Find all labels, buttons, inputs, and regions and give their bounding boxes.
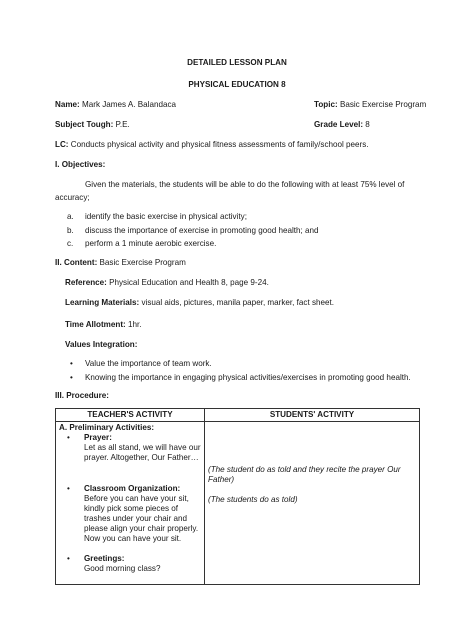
organization-line: Before you can have your sit,	[84, 493, 189, 503]
content-heading: II. Content:	[55, 258, 98, 267]
greetings-label: Greetings:	[84, 554, 125, 564]
greetings-line: Good morning class?	[84, 564, 161, 574]
list-item	[55, 239, 455, 249]
objectives-intro-line1: Given the materials, the students will be able to do the following with at least 75% level of	[85, 180, 405, 189]
grade-label: Grade Level:	[314, 120, 364, 129]
prayer-item	[59, 433, 201, 463]
reference-value: Physical Education and Health 8, page 9-24.	[109, 278, 269, 287]
content-row	[55, 258, 186, 268]
name-value: Mark James A. Balandaca	[82, 100, 177, 109]
time-row	[65, 320, 141, 330]
topic-row	[314, 100, 426, 110]
students-column-header: STUDENTS' ACTIVITY	[205, 409, 420, 422]
topic-label: Topic:	[314, 100, 338, 109]
subject-label: Subject Tough:	[55, 120, 114, 129]
prayer-student-response: (The student do as told and they recite the prayer Our	[208, 465, 401, 475]
procedure-table	[55, 408, 420, 585]
list-item-text: identify the basic exercise in physical activity;	[85, 212, 247, 221]
objectives-list	[55, 212, 455, 250]
organization-line: trashes under your chair and	[84, 513, 188, 523]
organization-line: Now you can have your sit.	[84, 534, 182, 544]
greetings-item	[59, 554, 201, 574]
document-title: DETAILED LESSON PLAN	[187, 58, 287, 67]
values-list	[65, 359, 455, 383]
objectives-intro-line2: accuracy;	[55, 193, 90, 202]
subject-row	[55, 120, 130, 130]
objectives-heading: I. Objectives:	[55, 160, 106, 169]
time-value: 1hr.	[127, 320, 142, 329]
bullet-icon: •	[67, 433, 70, 443]
procedure-heading: III. Procedure:	[55, 391, 109, 400]
topic-value: Basic Exercise Program	[339, 100, 427, 109]
name-row	[55, 100, 176, 110]
prayer-line: prayer. Altogether, Our Father…	[84, 453, 199, 463]
students-activity-cell	[205, 422, 420, 585]
teacher-activity-cell	[56, 422, 205, 585]
list-marker: c.	[67, 239, 74, 249]
organization-item	[59, 484, 201, 545]
grade-value: 8	[365, 120, 370, 129]
content-value: Basic Exercise Program	[99, 258, 186, 267]
prayer-student-response: Father)	[208, 475, 235, 485]
reference-row	[65, 278, 269, 288]
bullet-icon: •	[67, 554, 70, 564]
materials-value: visual aids, pictures, manila paper, marker, fact sheet.	[141, 298, 335, 307]
list-item-text: discuss the importance of exercise in promoting good health; and	[85, 225, 319, 235]
list-item	[55, 226, 455, 236]
lc-value: Conducts physical activity and physical fitness assessments of family/school peers.	[70, 140, 369, 149]
organization-student-response: (The students do as told)	[208, 495, 298, 505]
materials-row	[65, 298, 334, 308]
organization-label: Classroom Organization:	[84, 483, 181, 493]
subject-value: P.E.	[115, 120, 130, 129]
grade-row	[314, 120, 370, 130]
table-header-row	[56, 409, 420, 422]
document-subtitle: PHYSICAL EDUCATION 8	[188, 80, 286, 89]
time-label: Time Allotment:	[65, 320, 126, 329]
list-item	[55, 212, 455, 222]
reference-label: Reference:	[65, 278, 107, 287]
prayer-line: Let as all stand, we will have our	[84, 443, 201, 453]
bullet-icon: •	[67, 483, 70, 493]
materials-label: Learning Materials:	[65, 298, 140, 307]
list-marker: b.	[67, 225, 74, 235]
values-heading: Values Integration:	[65, 340, 138, 349]
section-a-title: A. Preliminary Activities:	[59, 423, 155, 433]
prayer-label: Prayer:	[84, 433, 112, 443]
organization-line: please align your chair properly.	[84, 523, 199, 533]
list-item: • Knowing the importance in engaging physical activities/exercises in promoting good health.	[65, 373, 455, 383]
teacher-column-header: TEACHER'S ACTIVITY	[56, 409, 205, 422]
lc-row	[55, 140, 369, 150]
name-label: Name:	[55, 100, 80, 109]
organization-line: kindly pick some pieces of	[84, 503, 179, 513]
table-row	[56, 422, 420, 585]
list-item: • Value the importance of team work.	[65, 359, 455, 369]
list-marker: a.	[67, 212, 74, 221]
list-item-text: perform a 1 minute aerobic exercise.	[85, 239, 217, 249]
lc-label: LC:	[55, 140, 69, 149]
